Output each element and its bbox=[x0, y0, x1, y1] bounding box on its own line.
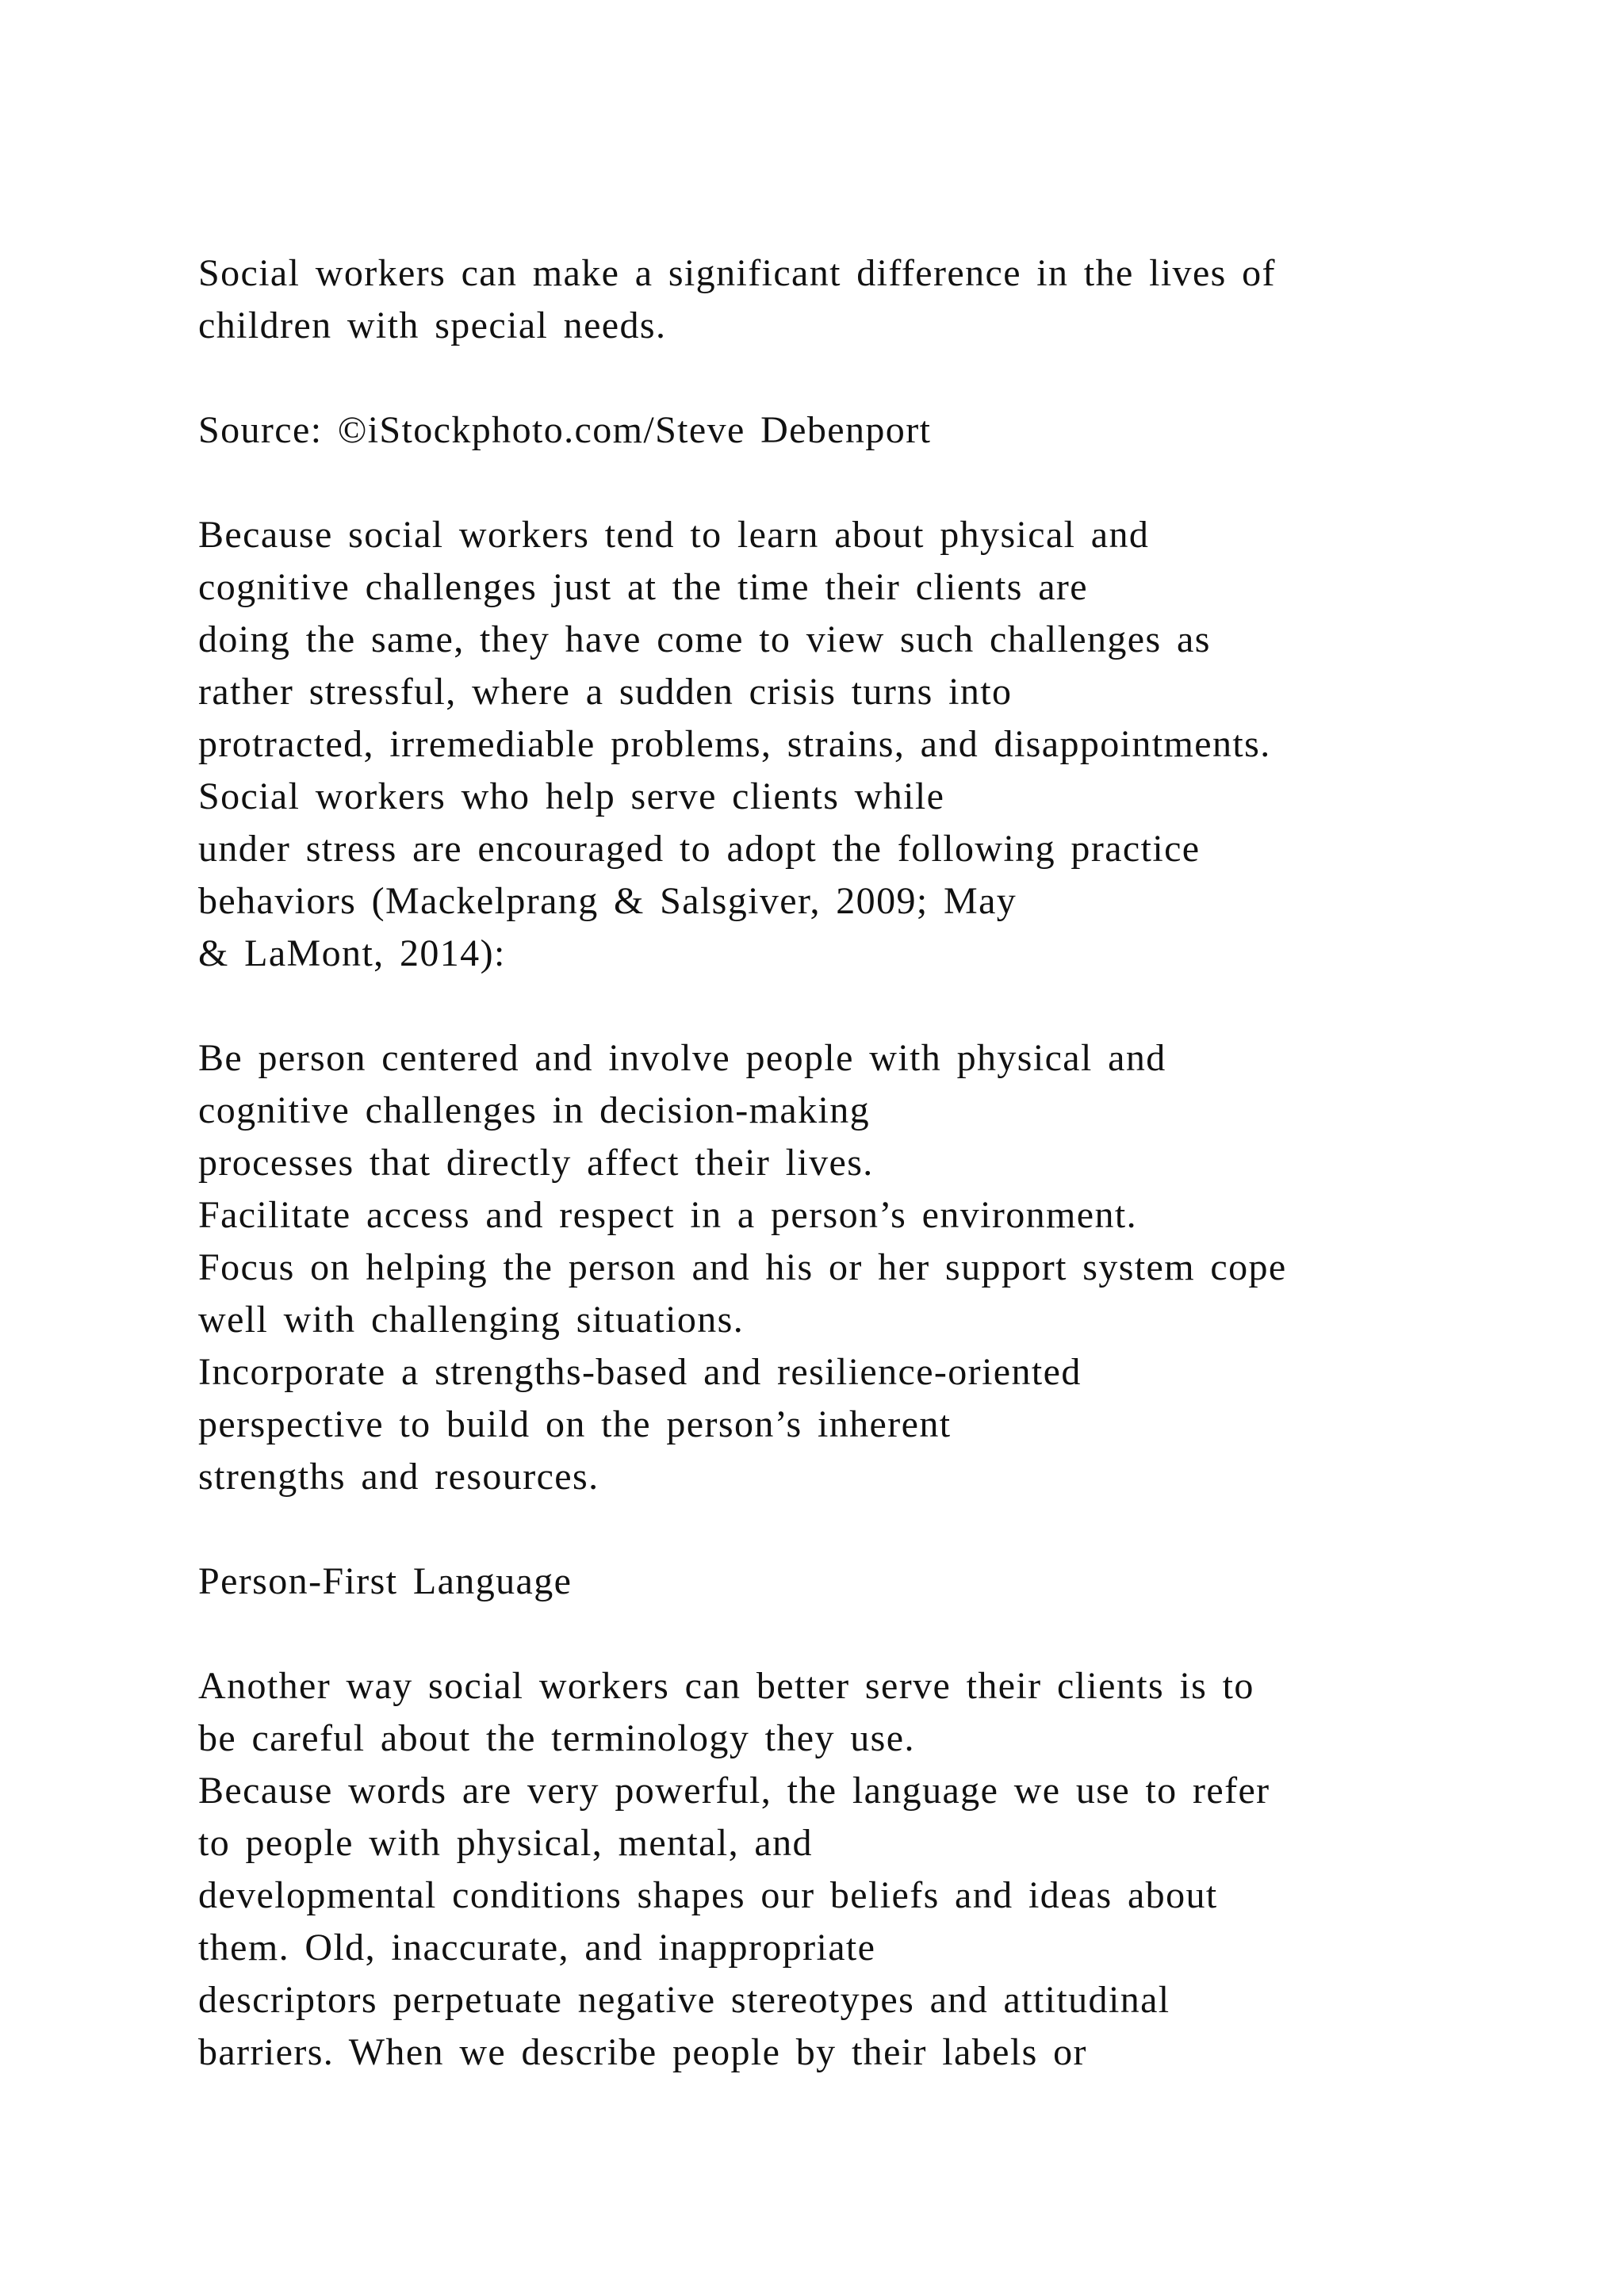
caption-line: children with special needs. bbox=[198, 304, 667, 346]
paragraph-line: barriers. When we describe people by their labels or bbox=[198, 2031, 1087, 2073]
paragraph-practice-behaviors bbox=[198, 509, 1546, 980]
paragraph-line: Because words are very powerful, the language we use to refer bbox=[198, 1770, 1270, 1812]
caption-line: Social workers can make a significant difference in the lives of bbox=[198, 252, 1276, 294]
paragraph-line: Social workers who help serve clients while bbox=[198, 775, 945, 817]
list-line: processes that directly affect their lives. bbox=[198, 1142, 874, 1184]
paragraph-line: descriptors perpetuate negative stereotypes and attitudinal bbox=[198, 1979, 1170, 2021]
paragraph-line: doing the same, they have come to view such challenges as bbox=[198, 618, 1211, 660]
paragraph-line: rather stressful, where a sudden crisis turns into bbox=[198, 671, 1013, 713]
document-body bbox=[198, 247, 1546, 2079]
paragraph-line: developmental conditions shapes our beliefs and ideas about bbox=[198, 1874, 1218, 1916]
paragraph-line: be careful about the terminology they use. bbox=[198, 1717, 915, 1759]
paragraph-line: Another way social workers can better serve their clients is to bbox=[198, 1665, 1254, 1707]
paragraph-terminology bbox=[198, 1660, 1546, 2079]
paragraph-line: cognitive challenges just at the time their clients are bbox=[198, 566, 1088, 608]
list-line: Focus on helping the person and his or her support system cope bbox=[198, 1246, 1287, 1288]
list-line: Facilitate access and respect in a person’s environment. bbox=[198, 1194, 1138, 1236]
paragraph-line: them. Old, inaccurate, and inappropriate bbox=[198, 1927, 876, 1969]
photo-caption bbox=[198, 247, 1546, 352]
paragraph-line: under stress are encouraged to adopt the following practice bbox=[198, 828, 1201, 870]
list-line: Be person centered and involve people with physical and bbox=[198, 1037, 1166, 1079]
paragraph-line: to people with physical, mental, and bbox=[198, 1822, 813, 1864]
list-line: strengths and resources. bbox=[198, 1456, 599, 1498]
paragraph-line: protracted, irremediable problems, strains, and disappointments. bbox=[198, 723, 1271, 765]
paragraph-line: behaviors (Mackelprang & Salsgiver, 2009; May bbox=[198, 880, 1017, 922]
practice-behaviors-list bbox=[198, 1032, 1546, 1503]
list-line: Incorporate a strengths-based and resilience-oriented bbox=[198, 1351, 1082, 1393]
section-heading: Person-First Language bbox=[198, 1560, 573, 1602]
list-line: well with challenging situations. bbox=[198, 1299, 745, 1341]
photo-source: Source: ©iStockphoto.com/Steve Debenport bbox=[198, 409, 932, 451]
list-line: perspective to build on the person’s inherent bbox=[198, 1403, 952, 1445]
list-line: cognitive challenges in decision-making bbox=[198, 1089, 871, 1131]
paragraph-line: & LaMont, 2014): bbox=[198, 932, 506, 974]
paragraph-line: Because social workers tend to learn about physical and bbox=[198, 514, 1150, 556]
